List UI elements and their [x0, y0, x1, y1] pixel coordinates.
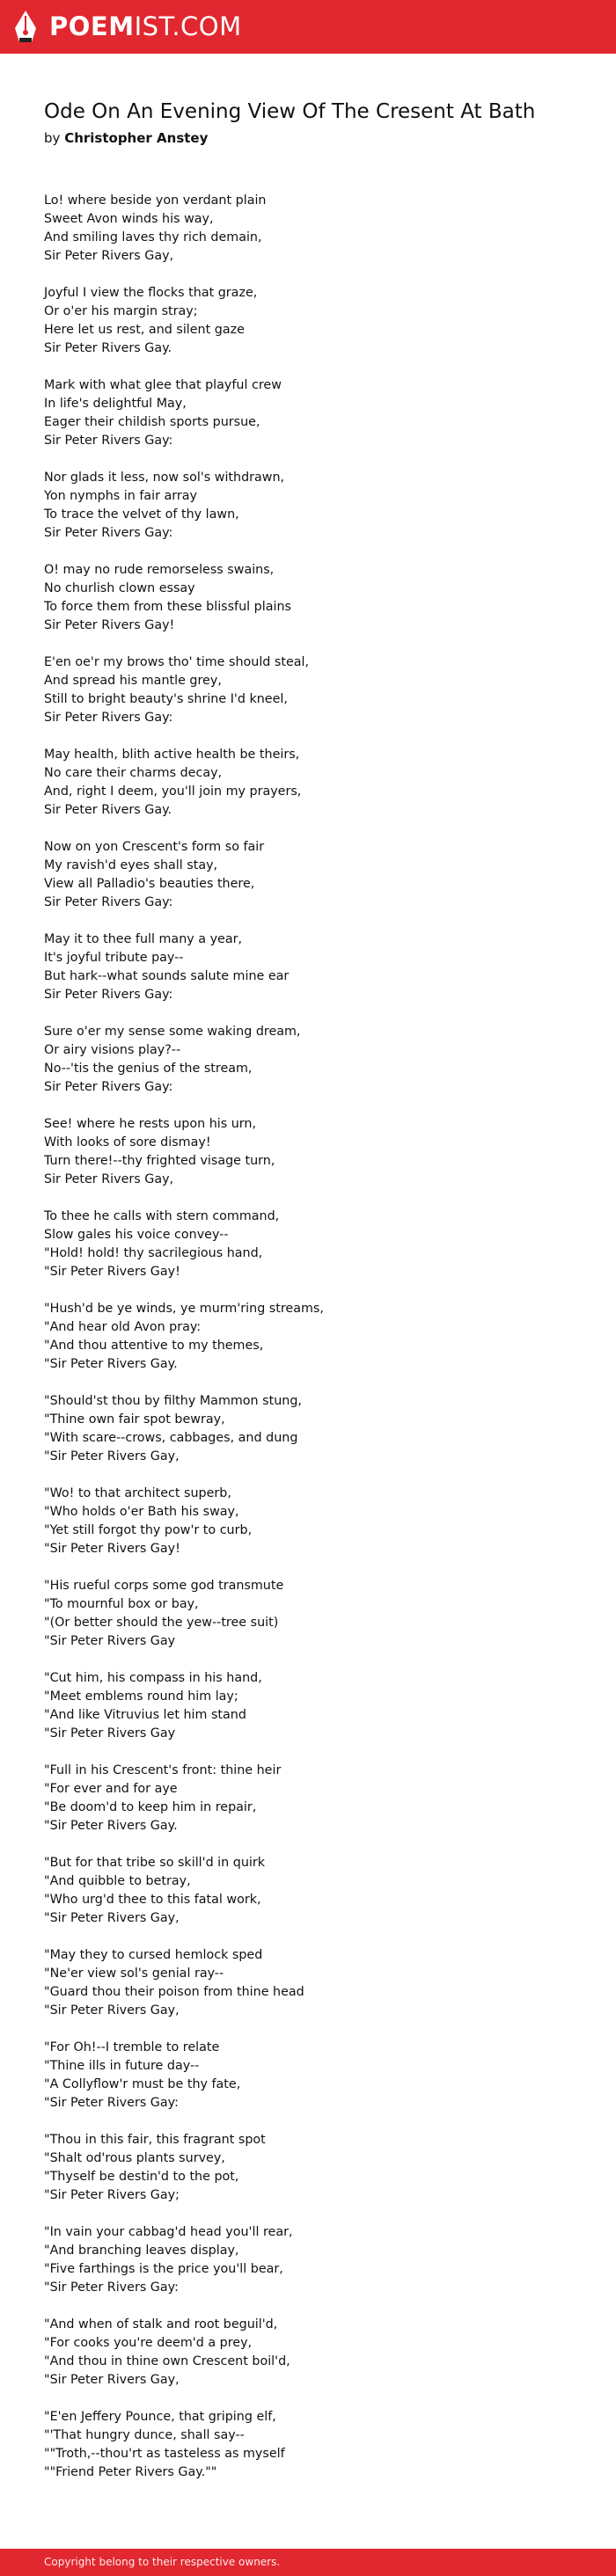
poem-line: "Who holds o'er Bath his sway, [44, 1505, 239, 1519]
poem-line: Or airy visions play?-- [44, 1043, 181, 1057]
poem-line: "And quibble to betray, [44, 1874, 191, 1888]
poem-line: In life's delightful May, [44, 397, 187, 411]
poem-line: "And thou in thine own Crescent boil'd, [44, 2354, 290, 2368]
poem-line: "Sir Peter Rivers Gay. [44, 1357, 178, 1371]
site-footer [0, 2549, 616, 2576]
stanza [44, 1208, 590, 1281]
poem-line: "Sir Peter Rivers Gay [44, 1634, 176, 1648]
poem-line: Sir Peter Rivers Gay. [44, 341, 172, 355]
stanza [44, 2039, 590, 2113]
poem-line: "Hush'd be ye winds, ye murm'ring streams, [44, 1302, 324, 1316]
poem-line: Sir Peter Rivers Gay! [44, 618, 175, 632]
poem-line: "With scare--crows, cabbages, and dung [44, 1431, 298, 1445]
stanza [44, 838, 590, 912]
poem-body [44, 192, 590, 2500]
poem-line: Sir Peter Rivers Gay: [44, 434, 173, 448]
poem-line: Sure o'er my sense some waking dream, [44, 1025, 301, 1039]
poem-line: See! where he rests upon his urn, [44, 1117, 257, 1131]
poem-line: May health, blith active health be theirs, [44, 748, 300, 762]
poem-line: And smiling laves thy rich demain, [44, 230, 262, 244]
poem-line: "Thou in this fair, this fragrant spot [44, 2133, 266, 2147]
author-link[interactable]: Christopher Anstey [64, 130, 209, 146]
poem-line: And spread his mantle grey, [44, 674, 222, 688]
poem-line: "Should'st thou by filthy Mammon stung, [44, 1394, 302, 1408]
poem-line: Sir Peter Rivers Gay, [44, 1172, 174, 1186]
poem-line: Here let us rest, and silent gaze [44, 323, 245, 337]
poem-line: "To mournful box or bay, [44, 1597, 199, 1611]
poem-line: Sweet Avon winds his way, [44, 212, 214, 226]
poem-line: "(Or better should the yew--tree suit) [44, 1616, 279, 1630]
poem-line: "His rueful corps some god transmute [44, 1579, 284, 1593]
poem-line: "Be doom'd to keep him in repair, [44, 1800, 257, 1814]
poem-line: "Who urg'd thee to this fatal work, [44, 1893, 261, 1907]
stanza [44, 376, 590, 450]
poem-line: May it to thee full many a year, [44, 932, 243, 946]
stanza [44, 1023, 590, 1097]
poem-line: "Thyself be destin'd to the pot, [44, 2170, 239, 2184]
poem-line: Or o'er his margin stray; [44, 304, 198, 318]
poem-line: Now on yon Crescent's form so fair [44, 840, 265, 854]
poem-line: "Sir Peter Rivers Gay! [44, 1542, 180, 1556]
poem-line: "Five farthings is the price you'll bear, [44, 2262, 283, 2276]
copyright-text: Copyright belong to their respective owners. [44, 2556, 281, 2568]
poem-line: To thee he calls with stern command, [44, 1209, 280, 1223]
poem-line: "For cooks you're deem'd a prey, [44, 2336, 253, 2350]
poem-line: "Sir Peter Rivers Gay, [44, 2373, 180, 2387]
stanza [44, 930, 590, 1004]
stanza [44, 1762, 590, 1835]
poem-byline [44, 130, 208, 146]
poem-line: Nor glads it less, now sol's withdrawn, [44, 471, 285, 485]
by-label: by [44, 130, 61, 146]
poem-line: With looks of sore dismay! [44, 1135, 211, 1149]
poem-line: "Full in his Crescent's front: thine heir [44, 1763, 282, 1777]
poem-line: "For ever and for aye [44, 1782, 178, 1796]
poem-line: "'That hungry dunce, shall say-- [44, 2428, 245, 2442]
pen-nib-icon [12, 9, 39, 44]
poem-line: But hark--what sounds salute mine ear [44, 969, 290, 983]
poem-line: "Sir Peter Rivers Gay, [44, 2003, 180, 2018]
stanza [44, 469, 590, 543]
poem-line: "Sir Peter Rivers Gay: [44, 2280, 179, 2295]
stanza [44, 192, 590, 266]
poem-line: "Sir Peter Rivers Gay, [44, 1911, 180, 1925]
poem-line: Sir Peter Rivers Gay: [44, 895, 173, 909]
poem-line: "Thine own fair spot bewray, [44, 1412, 225, 1427]
poem-line: "But for that tribe so skill'd in quirk [44, 1856, 266, 1870]
stanza [44, 2316, 590, 2390]
poem-line: No care their charms decay, [44, 766, 223, 780]
poem-line: No churlish clown essay [44, 581, 195, 595]
stanza [44, 1577, 590, 1651]
poem-line: Still to bright beauty's shrine I'd kneel, [44, 692, 288, 706]
stanza [44, 561, 590, 635]
poem-line: ""Troth,--thou'rt as tasteless as myself [44, 2447, 285, 2461]
poem-line: View all Palladio's beauties there, [44, 877, 255, 891]
stanza [44, 746, 590, 820]
stanza [44, 1946, 590, 2020]
poem-line: "And like Vitruvius let him stand [44, 1708, 246, 1722]
poem-line: "Cut him, his compass in his hand, [44, 1671, 262, 1685]
poem-line: "Ne'er view sol's genial ray-- [44, 1967, 224, 1981]
poem-line: "And branching leaves display, [44, 2244, 239, 2258]
poem-line: E'en oe'r my brows tho' time should steal, [44, 655, 310, 669]
stanza [44, 1485, 590, 1558]
stanza [44, 1669, 590, 1743]
poem-line: Slow gales his voice convey-- [44, 1228, 229, 1242]
poem-line: And, right I deem, you'll join my prayers, [44, 784, 302, 799]
poem-line: To force them from these blissful plains [44, 600, 291, 614]
poem-line: "And thou attentive to my themes, [44, 1339, 264, 1353]
poem-line: Sir Peter Rivers Gay: [44, 526, 173, 540]
stanza [44, 1115, 590, 1189]
poem-line: "Hold! hold! thy sacrilegious hand, [44, 1246, 263, 1260]
poem-line: "For Oh!--I tremble to relate [44, 2040, 220, 2054]
poem-line: "Shalt od'rous plants survey, [44, 2151, 225, 2165]
poem-line: "Thine ills in future day-- [44, 2059, 200, 2073]
poem-line: No--'tis the genius of the stream, [44, 1062, 253, 1076]
poem-line: "A Collyflow'r must be thy fate, [44, 2077, 241, 2091]
poem-line: "Sir Peter Rivers Gay! [44, 1265, 180, 1279]
stanza [44, 1300, 590, 1374]
stanza [44, 1854, 590, 1928]
poem-line: Lo! where beside yon verdant plain [44, 193, 267, 208]
site-header [0, 0, 616, 54]
poem-line: Joyful I view the flocks that graze, [44, 286, 258, 300]
poem-line: Turn there!--thy frighted visage turn, [44, 1154, 275, 1168]
poem-line: "Sir Peter Rivers Gay [44, 1726, 176, 1740]
poem-line: "Guard thou their poison from thine head [44, 1985, 304, 1999]
poem-line: Sir Peter Rivers Gay: [44, 1080, 173, 1094]
poem-line: To trace the velvet of thy lawn, [44, 507, 239, 522]
poem-line: "Sir Peter Rivers Gay; [44, 2188, 180, 2202]
poem-line: Mark with what glee that playful crew [44, 378, 282, 392]
poem-line: ""Friend Peter Rivers Gay."" [44, 2465, 217, 2479]
poem-line: "E'en Jeffery Pounce, that griping elf, [44, 2410, 276, 2424]
poem-line: "And when of stalk and root beguil'd, [44, 2317, 278, 2332]
poem-line: O! may no rude remorseless swains, [44, 563, 275, 577]
poem-line: "And hear old Avon pray: [44, 1320, 202, 1334]
stanza [44, 2131, 590, 2205]
poem-line: "Sir Peter Rivers Gay. [44, 1819, 178, 1833]
poem-line: Yon nymphs in fair array [44, 489, 198, 503]
poem-line: "Yet still forgot thy pow'r to curb, [44, 1523, 253, 1537]
poem-line: Sir Peter Rivers Gay, [44, 249, 174, 263]
stanza [44, 2408, 590, 2482]
poem-line: Sir Peter Rivers Gay. [44, 803, 172, 817]
poem-line: Sir Peter Rivers Gay: [44, 988, 173, 1002]
logo-wordmark: POEMIST.COM [49, 11, 242, 41]
poem-line: "Meet emblems round him lay; [44, 1689, 238, 1704]
stanza [44, 284, 590, 358]
poem-line: "May they to cursed hemlock sped [44, 1948, 263, 1962]
poem-line: "In vain your cabbag'd head you'll rear, [44, 2225, 293, 2239]
stanza [44, 2223, 590, 2297]
stanza [44, 1392, 590, 1466]
stanza [44, 653, 590, 727]
poem-line: "Sir Peter Rivers Gay, [44, 1449, 180, 1463]
poem-title: Ode On An Evening View Of The Cresent At Bath [44, 100, 536, 123]
poem-line: Eager their childish sports pursue, [44, 415, 260, 429]
poem-line: "Wo! to that architect superb, [44, 1486, 231, 1500]
poem-line: "Sir Peter Rivers Gay: [44, 2096, 179, 2110]
poem-line: It's joyful tribute pay-- [44, 951, 184, 965]
poem-line: Sir Peter Rivers Gay: [44, 711, 173, 725]
site-logo[interactable] [12, 9, 242, 44]
poem-line: My ravish'd eyes shall stay, [44, 858, 218, 872]
